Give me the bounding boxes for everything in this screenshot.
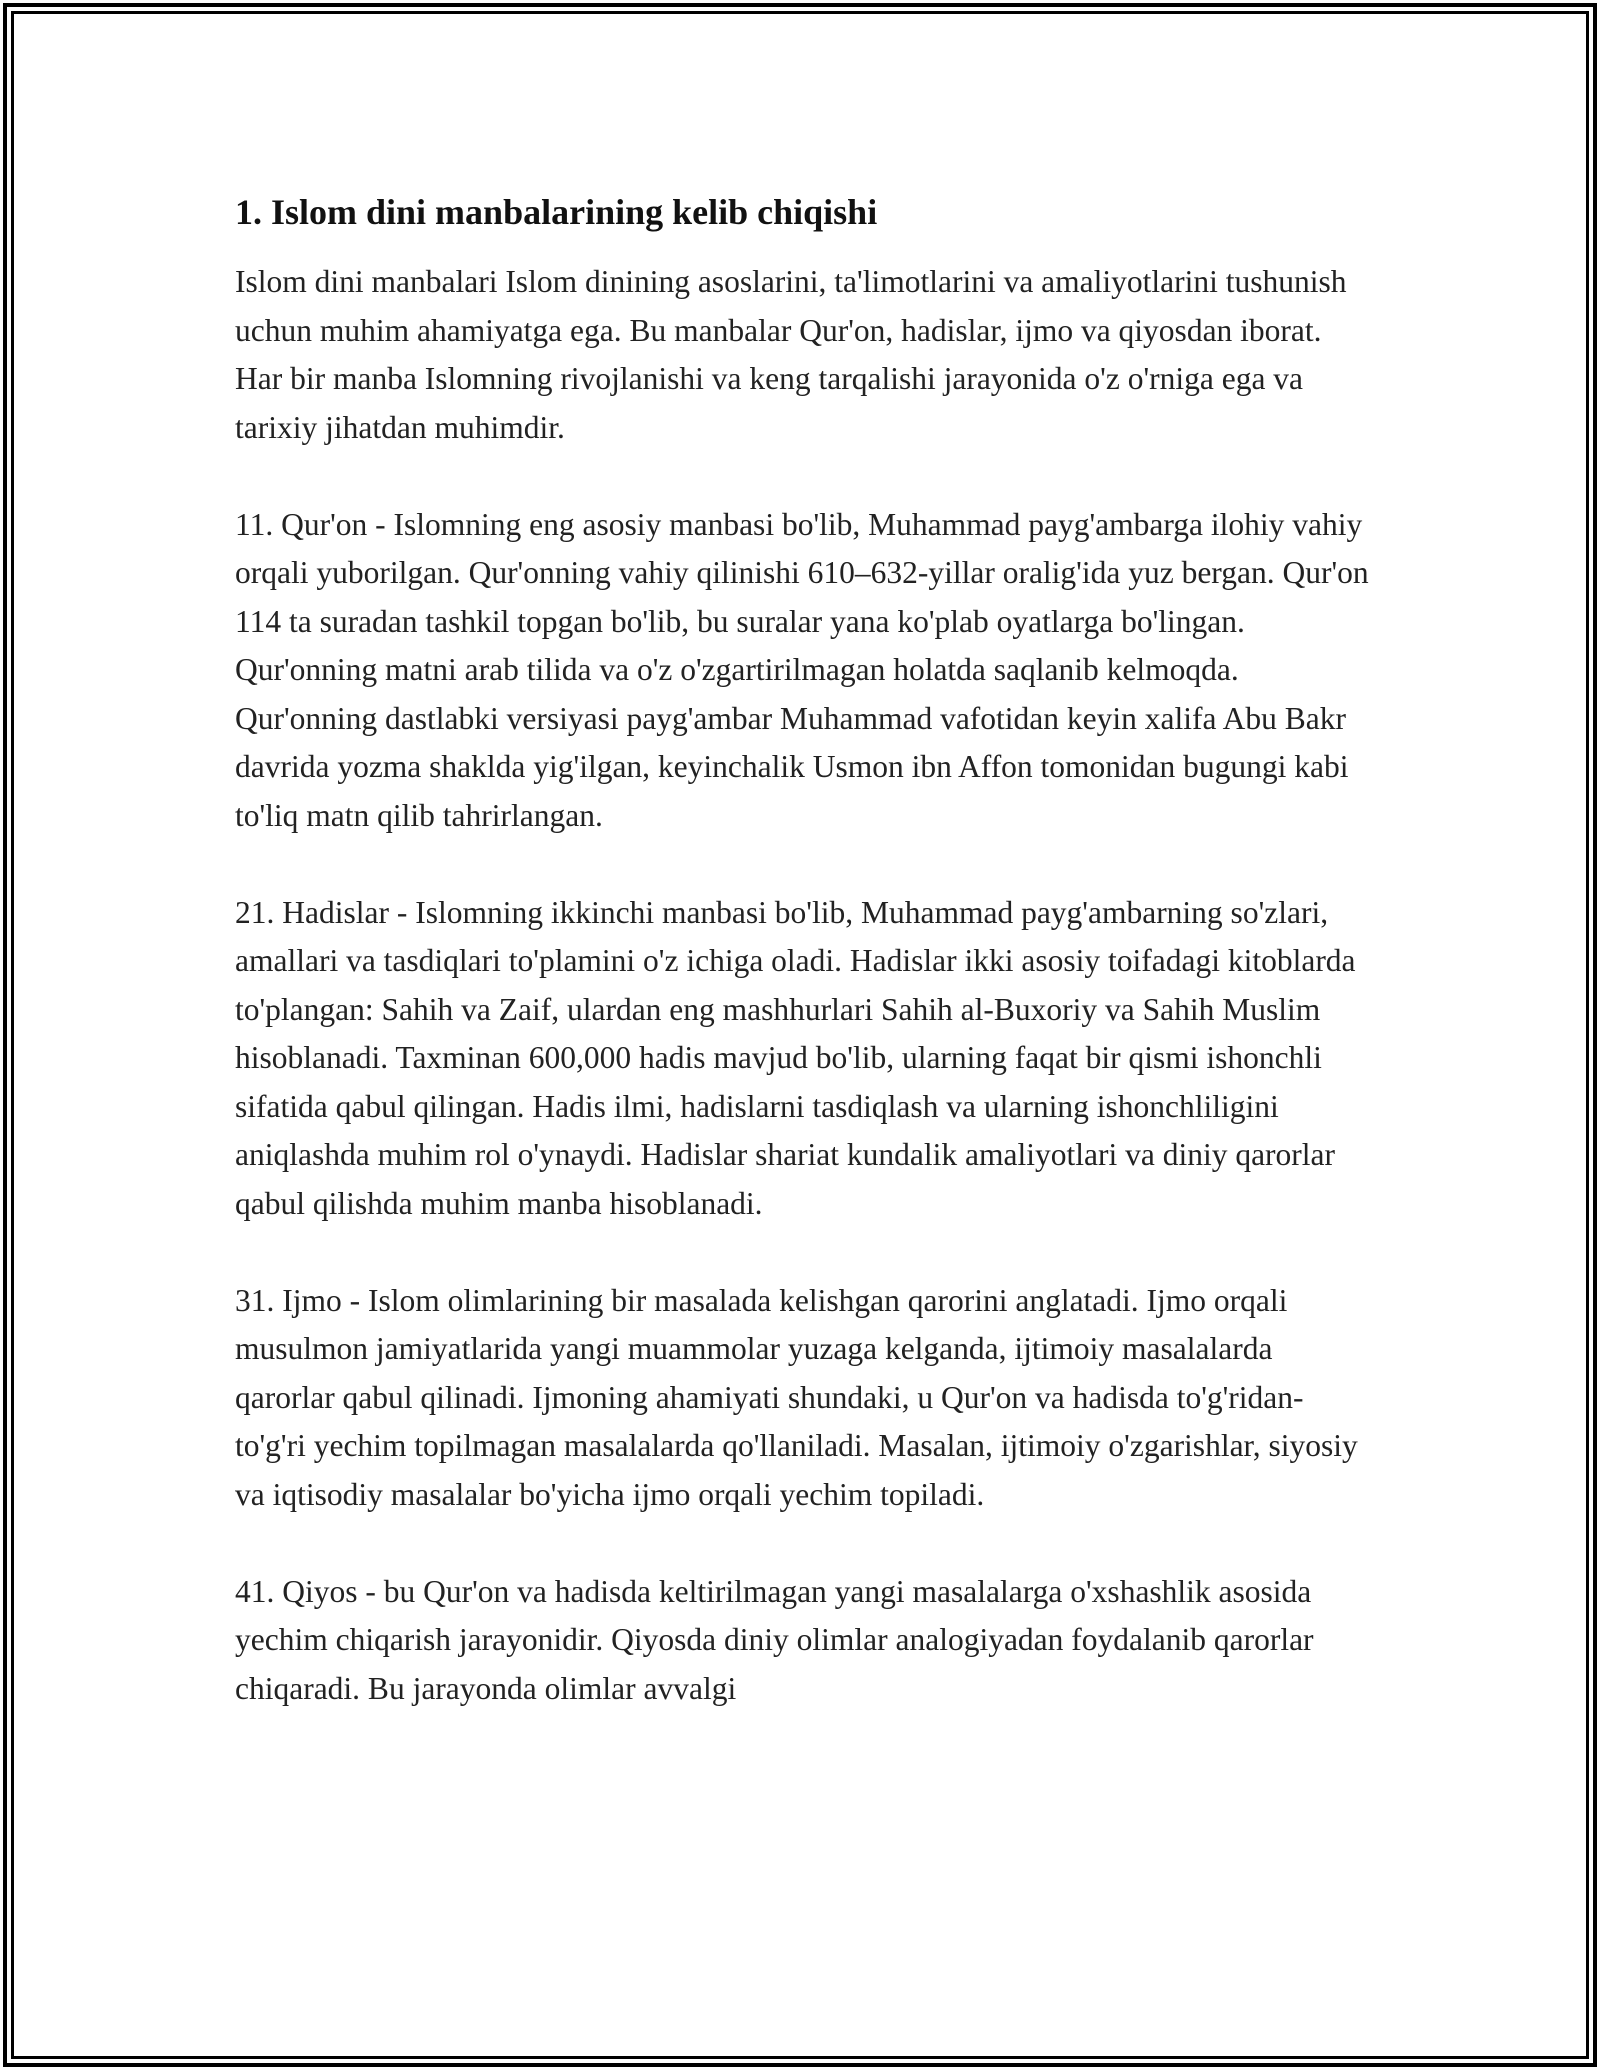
- paragraph-ijmo: 31. Ijmo - Islom olimlarining bir masalada kelishgan qarorini anglatadi. Ijmo orqali musulmon jamiyatlarida yangi muammolar yuzaga kelganda, ijtimoiy masalalarda qarorlar qabul qilinadi. Ijmoning ahamiyati shundaki, u Qur'on va hadisda to'g'ridan-to'g'ri yechim topilmagan masalalarda qo'llaniladi. Masalan, ijtimoiy o'zgarishlar, siyosiy va iqtisodiy masalalar bo'yicha ijmo orqali yechim topiladi.: [235, 1282, 1358, 1512]
- paragraph-intro: Islom dini manbalari Islom dinining asoslarini, ta'limotlarini va amaliyotlarini tushunish uchun muhim ahamiyatga ega. Bu manbalar Qur'on, hadislar, ijmo va qiyosdan iborat. Har bir manba Islomning rivojlanishi va keng tarqalishi jarayonida o'z o'rniga ega va tarixiy jihatdan muhimdir.: [235, 264, 1347, 445]
- paragraph-hadislar: 21. Hadislar - Islomning ikkinchi manbasi bo'lib, Muhammad payg'ambarning so'zlari, amallari va tasdiqlari to'plamini o'z ichiga oladi. Hadislar ikki asosiy toifadagi kitoblarda to'plangan: Sahih va Zaif, ulardan eng mashhurlari Sahih al-Buxoriy va Sahih Muslim hisoblanadi. Taxminan 600,000 hadis mavjud bo'lib, ularning faqat bir qismi ishonchli sifatida qabul qilingan. Hadis ilmi, hadislarni tasdiqlash va ularning ishonchliligini aniqlashda muhim rol o'ynaydi. Hadislar shariat kundalik amaliyotlari va diniy qarorlar qabul qilishda muhim manba hisoblanadi.: [235, 894, 1356, 1221]
- paragraph-quran: 11. Qur'on - Islomning eng asosiy manbasi bo'lib, Muhammad payg'ambarga ilohiy vahiy orqali yuborilgan. Qur'onning vahiy qilinishi 610–632-yillar oralig'ida yuz bergan. Qur'on 114 ta suradan tashkil topgan bo'lib, bu suralar yana ko'plab oyatlarga bo'lingan. Qur'onning matni arab tilida va o'z o'zgartirilmagan holatda saqlanib kelmoqda. Qur'onning dastlabki versiyasi payg'ambar Muhammad vafotidan keyin xalifa Abu Bakr davrida yozma shaklda yig'ilgan, keyinchalik Usmon ibn Affon tomonidan bugungi kabi to'liq matn qilib tahrirlangan.: [235, 506, 1369, 833]
- document-body: [235, 188, 1370, 1762]
- section-heading: 1. Islom dini manbalarining kelib chiqishi: [235, 192, 878, 232]
- paragraph-qiyos: 41. Qiyos - bu Qur'on va hadisda keltirilmagan yangi masalalarga o'xshashlik asosida yechim chiqarish jarayonidir. Qiyosda diniy olimlar analogiyadan foydalanib qarorlar chiqaradi. Bu jarayonda olimlar avvalgi: [235, 1573, 1314, 1706]
